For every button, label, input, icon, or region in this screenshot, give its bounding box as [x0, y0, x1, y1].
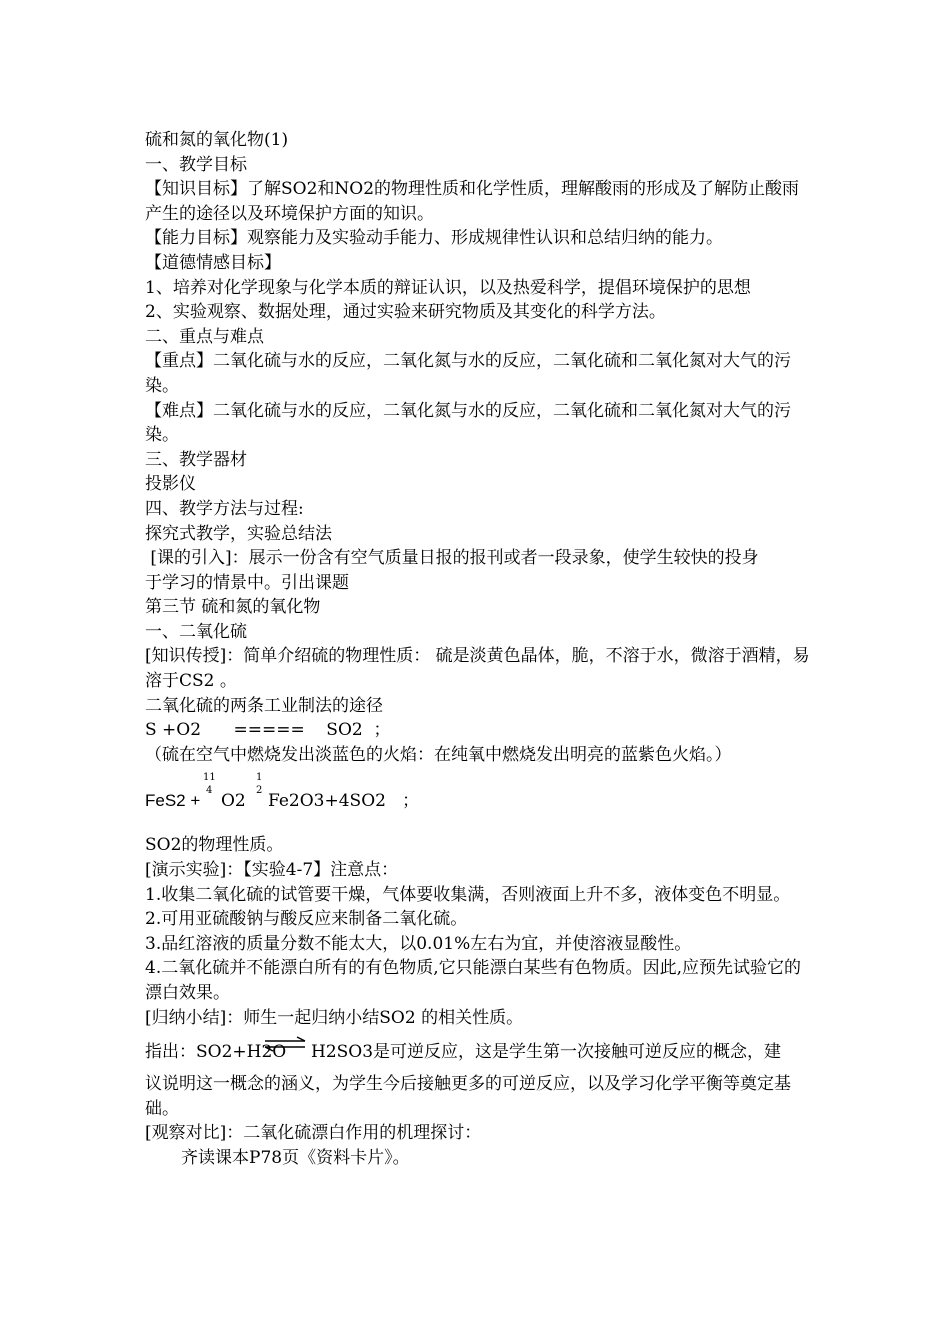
formula-o2: O2	[221, 791, 246, 812]
text-line: （硫在空气中燃烧发出淡蓝色的火焰：在纯氧中燃烧发出明亮的蓝紫色火焰。）	[145, 744, 732, 765]
text-line: 3.品红溶液的质量分数不能太大，以0.01%左右为宜，并使溶液显酸性。	[145, 933, 692, 954]
half-numerator: 1	[256, 772, 263, 784]
coefficient-denominator: 4	[206, 785, 213, 797]
text-line: 4.二氧化硫并不能漂白所有的有色物质,它只能漂白某些有色物质。因此,应预先试验它的漂白效果。	[145, 958, 802, 1003]
text-line: 三、教学器材	[145, 449, 247, 470]
text-line: 【难点】二氧化硫与水的反应，二氧化氮与水的反应，二氧化硫和二氧化氮对大气的污染。	[145, 400, 791, 446]
formula-left: FeS2 +	[145, 791, 201, 811]
text-line: 议说明这一概念的涵义，为学生今后接触更多的可逆反应，以及学习化学平衡等奠定基础。	[145, 1074, 791, 1119]
coefficient-numerator: 11	[203, 772, 216, 784]
half-denominator: 2	[256, 785, 263, 797]
text-line: 二、重点与难点	[145, 326, 264, 347]
text-line: 二氧化硫的两条工业制法的途径	[145, 695, 383, 716]
text-line: 一、二氧化硫	[145, 621, 247, 642]
text-line: [演示实验]：【实验4-7】注意点：	[145, 860, 399, 881]
text-line: 一、教学目标	[145, 154, 247, 175]
text-line: 于学习的情景中。引出课题	[145, 572, 349, 593]
text-line: [课的引入]：展示一份含有空气质量日报的报刊或者一段录象，使学生较快的投身	[145, 548, 759, 569]
section-objectives-and-methods	[145, 153, 815, 768]
section-summary	[145, 1072, 815, 1170]
text-line: 投影仪	[145, 474, 196, 495]
text-line: 2、实验观察、数据处理，通过实验来研究物质及其变化的科学方法。	[145, 302, 666, 323]
text-line: 1、培养对化学现象与化学本质的辩证认识，以及热爱科学，提倡环境保护的思想	[145, 277, 751, 298]
text-line: 探究式教学，实验总结法	[145, 523, 332, 544]
text-line: [知识传授]：简单介绍硫的物理性质： 硫是淡黄色晶体，脆，不溶于水，微溶于酒精，易溶于CS2 。	[145, 646, 810, 692]
reversible-right: H2SO3是可逆反应，这是学生第一次接触可逆反应的概念，建	[311, 1042, 782, 1063]
document-title: 硫和氮的氧化物(1)	[145, 130, 289, 150]
document-body	[145, 128, 815, 1171]
text-line: [归纳小结]：师生一起归纳小结SO2 的相关性质。	[145, 1007, 524, 1028]
reversible-reaction-line	[145, 1036, 815, 1066]
reversible-left: 指出：SO2+H2O	[145, 1042, 287, 1063]
text-line: S +O2 ===== SO2 ；	[145, 720, 391, 741]
text-line: 四、教学方法与过程:	[145, 498, 304, 519]
text-line: 第三节 硫和氮的氧化物	[145, 597, 321, 618]
text-line: 2.可用亚硫酸钠与酸反应来制备二氧化硫。	[145, 909, 468, 930]
text-line: 齐读课本P78页《资料卡片》。	[181, 1147, 410, 1168]
text-line: 【道德情感目标】	[145, 252, 281, 273]
text-line: 【知识目标】了解SO2和NO2的物理性质和化学性质，理解酸雨的形成及了解防止酸雨产生的途径以及环境保护方面的知识。	[145, 179, 800, 224]
text-line: 【重点】二氧化硫与水的反应，二氧化氮与水的反应，二氧化硫和二氧化氮对大气的污染。	[145, 351, 791, 396]
reaction-formula-fes2	[145, 769, 815, 817]
text-line: SO2的物理性质。	[145, 835, 284, 856]
text-line: 1.收集二氧化硫的试管要干燥，气体要收集满，否则液面上升不多，液体变色不明显。	[145, 884, 791, 905]
text-line: [观察对比]：二氧化硫漂白作用的机理探讨：	[145, 1123, 482, 1144]
text-line: 【能力目标】观察能力及实验动手能力、形成规律性认识和总结归纳的能力。	[145, 228, 723, 249]
section-so2-properties	[145, 833, 815, 1030]
reversible-arrow-icon	[263, 1036, 307, 1052]
formula-right: Fe2O3+4SO2 ；	[268, 791, 420, 812]
